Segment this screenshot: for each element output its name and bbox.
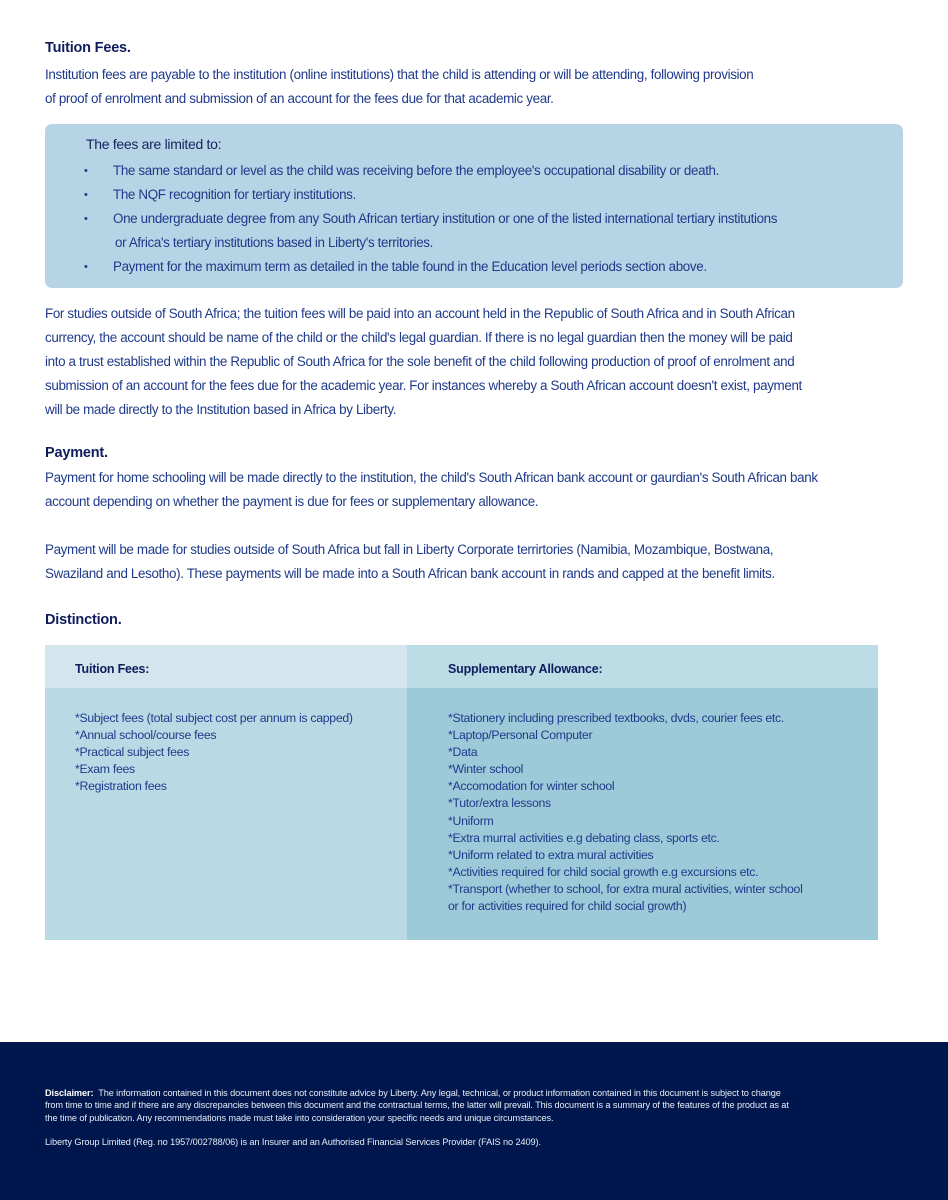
list-item: *Uniform related to extra mural activities <box>448 847 654 862</box>
list-item: *Transport (whether to school, for extra mural activities, winter school <box>448 881 803 896</box>
disclaimer-line: from time to time and if there are any discrepancies between this document and the contractual terms, the latter will prevail. This document is a summary of the features of the product as at <box>45 1100 789 1111</box>
list-item: *Extra murral activities e.g debating class, sports etc. <box>448 830 720 845</box>
column-header <box>45 645 407 688</box>
payment-heading: Payment. <box>45 445 108 461</box>
list-item-text: The same standard or level as the child was receiving before the employee's occupational disability or death. <box>113 163 720 178</box>
column-header <box>407 645 878 688</box>
bullet-icon: • <box>84 213 88 225</box>
list-item: *Activities required for child social growth e.g excursions etc. <box>448 864 759 879</box>
supplementary-allowance-column <box>407 645 878 940</box>
disclaimer-line: the time of publication. Any recommendations made must take into consideration your specific needs and unique circumstances. <box>45 1112 554 1123</box>
bullet-icon: • <box>84 261 88 273</box>
bullet-icon: • <box>84 189 88 201</box>
list-item: *Uniform <box>448 813 494 828</box>
fees-limits-list <box>45 159 903 279</box>
list-item: *Laptop/Personal Computer <box>448 728 593 743</box>
tuition-fees-heading: Tuition Fees. <box>45 40 131 56</box>
list-item: *Practical subject fees <box>75 745 190 760</box>
list-item: *Winter school <box>448 762 524 777</box>
disclaimer-label: Disclaimer: <box>45 1088 94 1098</box>
column-body <box>45 688 407 940</box>
list-item: *Stationery including prescribed textbooks, dvds, courier fees etc. <box>448 711 785 725</box>
column-header-label: Supplementary Allowance: <box>448 662 603 676</box>
paragraph-line: Swaziland and Lesotho). These payments will be made into a South African bank account in rands and capped at the benefit limits. <box>45 566 775 581</box>
fees-limits-title: The fees are limited to: <box>86 136 222 152</box>
tuition-fees-column <box>45 645 407 940</box>
paragraph-line: Payment for home schooling will be made directly to the institution, the child's South African bank account or gaurdian's South African bank <box>45 470 818 485</box>
list-item: *Accomodation for winter school <box>448 779 615 794</box>
paragraph-line: For studies outside of South Africa; the tuition fees will be paid into an account held in the Republic of South Africa and in South African <box>45 306 795 321</box>
paragraph-line: of proof of enrolment and submission of an account for the fees due for that academic year. <box>45 91 554 106</box>
list-item <box>45 207 903 255</box>
list-item <box>45 255 903 279</box>
list-item-text: or Africa's tertiary institutions based in Liberty's territories. <box>115 235 434 250</box>
payment-paragraph-1 <box>45 466 915 514</box>
paragraph-line: currency, the account should be name of the child or the child's legal guardian. If there is no legal guardian then the money will be paid <box>45 330 793 345</box>
column-body <box>407 688 878 940</box>
list-item-text: The NQF recognition for tertiary institutions. <box>113 187 356 202</box>
list-item: *Data <box>448 745 478 760</box>
paragraph-line: Institution fees are payable to the institution (online institutions) that the child is attending or will be attending, following provision <box>45 67 754 82</box>
list-item: or for activities required for child social growth) <box>448 899 687 914</box>
paragraph-line: submission of an account for the fees due for the academic year. For instances whereby a South African account doesn't exist, payment <box>45 378 802 393</box>
tuition-intro-paragraph <box>45 63 915 111</box>
column-header-label: Tuition Fees: <box>75 662 150 676</box>
registration-text: Liberty Group Limited (Reg. no 1957/002788/06) is an Insurer and an Authorised Financial Services Provider (FAIS no 2409). <box>45 1137 541 1147</box>
list-item-text: Payment for the maximum term as detailed in the table found in the Education level periods section above. <box>113 259 707 274</box>
bullet-icon: • <box>84 165 88 177</box>
disclaimer-line-text: The information contained in this document does not constitute advice by Liberty. Any legal, technical, or product information contained in this document is subject to change <box>98 1088 781 1098</box>
payment-paragraph-2 <box>45 538 915 586</box>
outside-sa-paragraph <box>45 302 915 422</box>
paragraph-line: Payment will be made for studies outside of South Africa but fall in Liberty Corporate terrirtories (Namibia, Mozambique, Bostwana, <box>45 542 774 557</box>
list-item <box>45 183 903 207</box>
fees-limits-box <box>45 124 903 288</box>
list-item-text: One undergraduate degree from any South African tertiary institution or one of the listed international tertiary institutions <box>113 211 778 226</box>
tuition-fees-list <box>75 710 353 795</box>
disclaimer-text <box>45 1087 915 1124</box>
list-item: *Tutor/extra lessons <box>448 796 551 811</box>
paragraph-line: will be made directly to the Institution based in Africa by Liberty. <box>45 402 397 417</box>
paragraph-line: account depending on whether the payment is due for fees or supplementary allowance. <box>45 494 539 509</box>
distinction-heading: Distinction. <box>45 612 122 628</box>
list-item: *Exam fees <box>75 762 135 777</box>
list-item <box>45 159 903 183</box>
footer <box>0 1042 948 1200</box>
list-item: *Registration fees <box>75 779 167 794</box>
list-item: *Annual school/course fees <box>75 728 217 743</box>
paragraph-line: into a trust established within the Republic of South Africa for the sole benefit of the child following production of proof of enrolment and <box>45 354 795 369</box>
disclaimer-line <box>45 1087 915 1099</box>
supplementary-allowance-list <box>448 710 803 915</box>
distinction-table <box>45 645 878 940</box>
list-item: *Subject fees (total subject cost per annum is capped) <box>75 711 353 725</box>
